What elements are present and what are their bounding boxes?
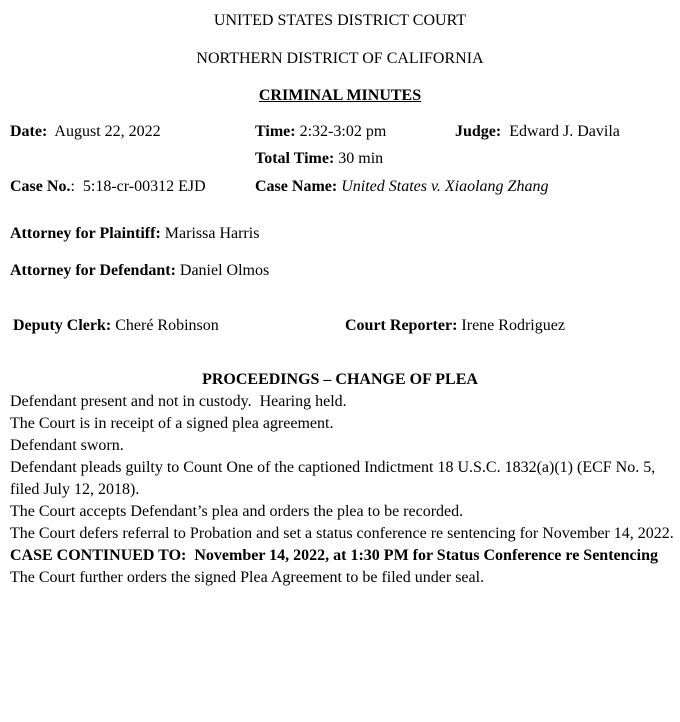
info-row-case — [0, 176, 680, 198]
court-reporter-label: Court Reporter: — [345, 317, 458, 334]
time-label: Time: — [255, 123, 296, 140]
deputy-clerk-label: Deputy Clerk: — [13, 317, 112, 334]
proceeding-paragraph: Defendant sworn. — [10, 437, 124, 454]
time-value: 2:32-3:02 pm — [295, 123, 387, 140]
case-number-separator: : — [70, 178, 75, 195]
attorney-plaintiff-field — [0, 223, 680, 245]
case-name-value: United States v. Xiaolang Zhang — [337, 178, 549, 195]
case-number-value: 5:18-cr-00312 EJD — [74, 178, 206, 195]
deputy-clerk-field — [13, 315, 219, 337]
proceedings-heading-line — [0, 369, 680, 391]
info-row-total-time — [0, 148, 680, 170]
closing-order-line: The Court further orders the signed Plea Agreement to be filed under seal. — [10, 569, 485, 586]
date-field — [10, 121, 161, 143]
judge-label: Judge: — [455, 123, 502, 140]
court-reporter-value: Irene Rodriguez — [457, 317, 565, 334]
court-title: UNITED STATES DISTRICT COURT — [213, 12, 467, 29]
document-title: CRIMINAL MINUTES — [258, 87, 422, 104]
attorney-plaintiff-value: Marissa Harris — [160, 225, 260, 242]
judge-field — [455, 121, 620, 143]
proceeding-paragraph: Defendant present and not in custody. Hearing held. — [10, 393, 347, 410]
date-value: August 22, 2022 — [47, 123, 161, 140]
attorney-plaintiff-label: Attorney for Plaintiff: — [10, 225, 161, 242]
case-name-field — [255, 176, 548, 198]
attorney-defendant-label: Attorney for Defendant: — [10, 262, 176, 279]
total-time-value: 30 min — [334, 150, 384, 167]
proceeding-paragraph: The Court defers referral to Probation and set a status conference re sentencing for November 14, 2022. — [10, 525, 674, 542]
total-time-label: Total Time: — [255, 150, 335, 167]
attorney-defendant-value: Daniel Olmos — [175, 262, 270, 279]
case-number-field — [10, 176, 206, 198]
proceeding-paragraph: Defendant pleads guilty to Count One of the captioned Indictment 18 U.S.C. 1832(a)(1) (ECF No. 5, filed July 12, 2018). — [10, 459, 660, 498]
date-label: Date: — [10, 123, 48, 140]
document-title-line — [0, 85, 680, 107]
deputy-clerk-value: Cheré Robinson — [111, 317, 219, 334]
case-name-label: Case Name: — [255, 178, 338, 195]
court-reporter-field — [345, 315, 565, 337]
proceeding-paragraph: The Court is in receipt of a signed plea agreement. — [10, 415, 334, 432]
judge-value: Edward J. Davila — [501, 123, 620, 140]
proceeding-paragraph: The Court accepts Defendant’s plea and orders the plea to be recorded. — [10, 503, 464, 520]
case-continued-line: CASE CONTINUED TO: November 14, 2022, at 1:30 PM for Status Conference re Sentencing — [10, 547, 658, 564]
case-number-label: Case No. — [10, 178, 71, 195]
district-title: NORTHERN DISTRICT OF CALIFORNIA — [196, 50, 484, 67]
attorney-defendant-field — [0, 260, 680, 282]
total-time-field — [255, 148, 383, 170]
time-field — [255, 121, 386, 143]
proceedings-heading: PROCEEDINGS – CHANGE OF PLEA — [202, 371, 478, 388]
info-row-date-time-judge — [0, 121, 680, 143]
info-row-clerk-reporter — [0, 315, 680, 337]
